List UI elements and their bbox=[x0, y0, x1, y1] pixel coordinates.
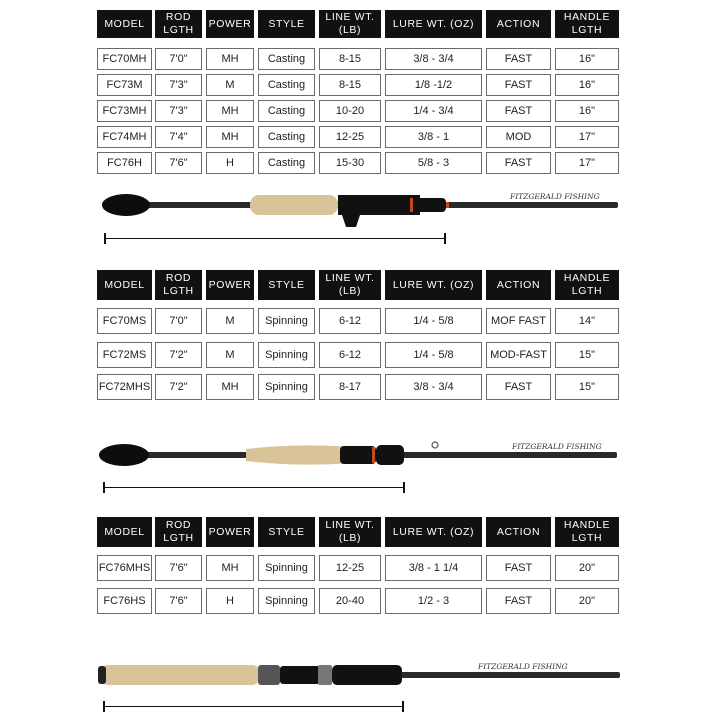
column-header: LINE WT. (LB) bbox=[319, 270, 381, 300]
column-header: POWER bbox=[206, 270, 254, 300]
table-cell: 20-40 bbox=[319, 588, 381, 614]
table-cell: MOF FAST bbox=[486, 308, 551, 334]
table-cell: 16" bbox=[555, 100, 619, 122]
fore-grip bbox=[412, 198, 446, 212]
table-cell: FC73MH bbox=[97, 100, 152, 122]
cork-grip bbox=[100, 665, 260, 685]
table-cell: 15" bbox=[555, 374, 619, 400]
table-cell: 14" bbox=[555, 308, 619, 334]
column-header: HANDLE LGTH bbox=[555, 10, 619, 38]
rod-brand-label: FITZGERALD FISHING bbox=[510, 192, 600, 201]
reel-seat bbox=[338, 195, 420, 227]
reel-seat bbox=[280, 666, 320, 684]
table-cell: FC70MH bbox=[97, 48, 152, 70]
column-header: HANDLE LGTH bbox=[555, 517, 619, 547]
column-header: POWER bbox=[206, 517, 254, 547]
cork-grip bbox=[250, 195, 338, 215]
table-cell: 7'4" bbox=[155, 126, 202, 148]
table-cell: 7'0" bbox=[155, 48, 202, 70]
fishing-rod-image bbox=[0, 645, 720, 705]
table-cell: 5/8 - 3 bbox=[385, 152, 482, 174]
table-cell: H bbox=[206, 588, 254, 614]
table-cell: 15-30 bbox=[319, 152, 381, 174]
table-cell: 8-17 bbox=[319, 374, 381, 400]
table-cell: FC73M bbox=[97, 74, 152, 96]
column-header: MODEL bbox=[97, 10, 152, 38]
table-cell: 7'2" bbox=[155, 374, 202, 400]
table-cell: Spinning bbox=[258, 588, 315, 614]
table-cell: MOD-FAST bbox=[486, 342, 551, 368]
table-cell: MH bbox=[206, 555, 254, 581]
table-cell: 3/8 - 3/4 bbox=[385, 48, 482, 70]
table-cell: 7'0" bbox=[155, 308, 202, 334]
table-cell: M bbox=[206, 342, 254, 368]
table-cell: FAST bbox=[486, 555, 551, 581]
column-header: STYLE bbox=[258, 10, 315, 38]
table-cell: 12-25 bbox=[319, 555, 381, 581]
table-cell: MOD bbox=[486, 126, 551, 148]
column-header: ROD LGTH bbox=[155, 517, 202, 547]
butt-cap bbox=[102, 194, 150, 216]
column-header: MODEL bbox=[97, 517, 152, 547]
column-header: ROD LGTH bbox=[155, 270, 202, 300]
table-cell: 16" bbox=[555, 48, 619, 70]
table-cell: Spinning bbox=[258, 342, 315, 368]
table-cell: 6-12 bbox=[319, 308, 381, 334]
column-header: HANDLE LGTH bbox=[555, 270, 619, 300]
column-header: LINE WT. (LB) bbox=[319, 517, 381, 547]
handle-length-measure-line bbox=[104, 238, 446, 239]
table-cell: Casting bbox=[258, 48, 315, 70]
table-cell: FAST bbox=[486, 588, 551, 614]
table-cell: FC74MH bbox=[97, 126, 152, 148]
column-header: ACTION bbox=[486, 270, 551, 300]
table-cell: FAST bbox=[486, 152, 551, 174]
table-cell: 8-15 bbox=[319, 48, 381, 70]
table-cell: MH bbox=[206, 100, 254, 122]
table-cell: Casting bbox=[258, 126, 315, 148]
trim-ring bbox=[410, 198, 413, 212]
table-cell: 7'3" bbox=[155, 100, 202, 122]
table-cell: 1/4 - 5/8 bbox=[385, 342, 482, 368]
column-header: LINE WT. (LB) bbox=[319, 10, 381, 38]
guide-ring bbox=[432, 442, 438, 448]
column-header: ROD LGTH bbox=[155, 10, 202, 38]
table-cell: 12-25 bbox=[319, 126, 381, 148]
table-cell: 1/2 - 3 bbox=[385, 588, 482, 614]
table-cell: FC76H bbox=[97, 152, 152, 174]
rod-brand-label: FITZGERALD FISHING bbox=[512, 442, 602, 451]
table-cell: FC76MHS bbox=[97, 555, 152, 581]
column-header: ACTION bbox=[486, 10, 551, 38]
table-cell: MH bbox=[206, 126, 254, 148]
column-header: LURE WT. (OZ) bbox=[385, 270, 482, 300]
table-cell: 10-20 bbox=[319, 100, 381, 122]
table-cell: 17" bbox=[555, 152, 619, 174]
reel-seat bbox=[340, 446, 376, 464]
table-cell: FAST bbox=[486, 374, 551, 400]
fishing-rod-image bbox=[0, 175, 720, 235]
table-cell: FC76HS bbox=[97, 588, 152, 614]
hook-keeper bbox=[446, 202, 449, 208]
table-cell: FC72MHS bbox=[97, 374, 152, 400]
column-header: LURE WT. (OZ) bbox=[385, 517, 482, 547]
table-cell: 3/8 - 1 bbox=[385, 126, 482, 148]
fore-grip bbox=[332, 665, 402, 685]
table-cell: 16" bbox=[555, 74, 619, 96]
column-header: LURE WT. (OZ) bbox=[385, 10, 482, 38]
table-cell: Spinning bbox=[258, 374, 315, 400]
table-cell: 1/4 - 5/8 bbox=[385, 308, 482, 334]
column-header: POWER bbox=[206, 10, 254, 38]
column-header: STYLE bbox=[258, 270, 315, 300]
column-header: STYLE bbox=[258, 517, 315, 547]
fore-grip bbox=[376, 445, 404, 465]
butt-cap bbox=[99, 444, 149, 466]
table-cell: 15" bbox=[555, 342, 619, 368]
table-cell: 17" bbox=[555, 126, 619, 148]
table-cell: 6-12 bbox=[319, 342, 381, 368]
handle-length-measure-line bbox=[103, 487, 405, 488]
column-header: MODEL bbox=[97, 270, 152, 300]
table-cell: Casting bbox=[258, 152, 315, 174]
table-cell: FAST bbox=[486, 48, 551, 70]
table-cell: 1/4 - 3/4 bbox=[385, 100, 482, 122]
table-cell: FC72MS bbox=[97, 342, 152, 368]
table-cell: Spinning bbox=[258, 308, 315, 334]
cork-grip bbox=[246, 445, 350, 464]
table-cell: 7'6" bbox=[155, 588, 202, 614]
table-cell: 7'2" bbox=[155, 342, 202, 368]
table-cell: 7'6" bbox=[155, 152, 202, 174]
table-cell: FAST bbox=[486, 74, 551, 96]
table-cell: 7'3" bbox=[155, 74, 202, 96]
table-cell: 3/8 - 1 1/4 bbox=[385, 555, 482, 581]
table-cell: H bbox=[206, 152, 254, 174]
table-cell: FAST bbox=[486, 100, 551, 122]
fishing-rod-image bbox=[0, 425, 720, 485]
trim-ring bbox=[372, 447, 375, 463]
table-cell: 7'6" bbox=[155, 555, 202, 581]
reel-seat-ring bbox=[258, 665, 280, 685]
handle-length-measure-line bbox=[103, 706, 404, 707]
table-cell: 3/8 - 3/4 bbox=[385, 374, 482, 400]
table-cell: 20" bbox=[555, 588, 619, 614]
table-cell: Casting bbox=[258, 100, 315, 122]
table-cell: 20" bbox=[555, 555, 619, 581]
trim-ring bbox=[318, 665, 332, 685]
table-cell: Spinning bbox=[258, 555, 315, 581]
table-cell: MH bbox=[206, 48, 254, 70]
table-cell: 8-15 bbox=[319, 74, 381, 96]
column-header: ACTION bbox=[486, 517, 551, 547]
butt-cap bbox=[98, 666, 106, 684]
table-cell: M bbox=[206, 308, 254, 334]
table-cell: 1/8 -1/2 bbox=[385, 74, 482, 96]
table-cell: M bbox=[206, 74, 254, 96]
rod-brand-label: FITZGERALD FISHING bbox=[478, 662, 568, 671]
table-cell: FC70MS bbox=[97, 308, 152, 334]
table-cell: MH bbox=[206, 374, 254, 400]
table-cell: Casting bbox=[258, 74, 315, 96]
